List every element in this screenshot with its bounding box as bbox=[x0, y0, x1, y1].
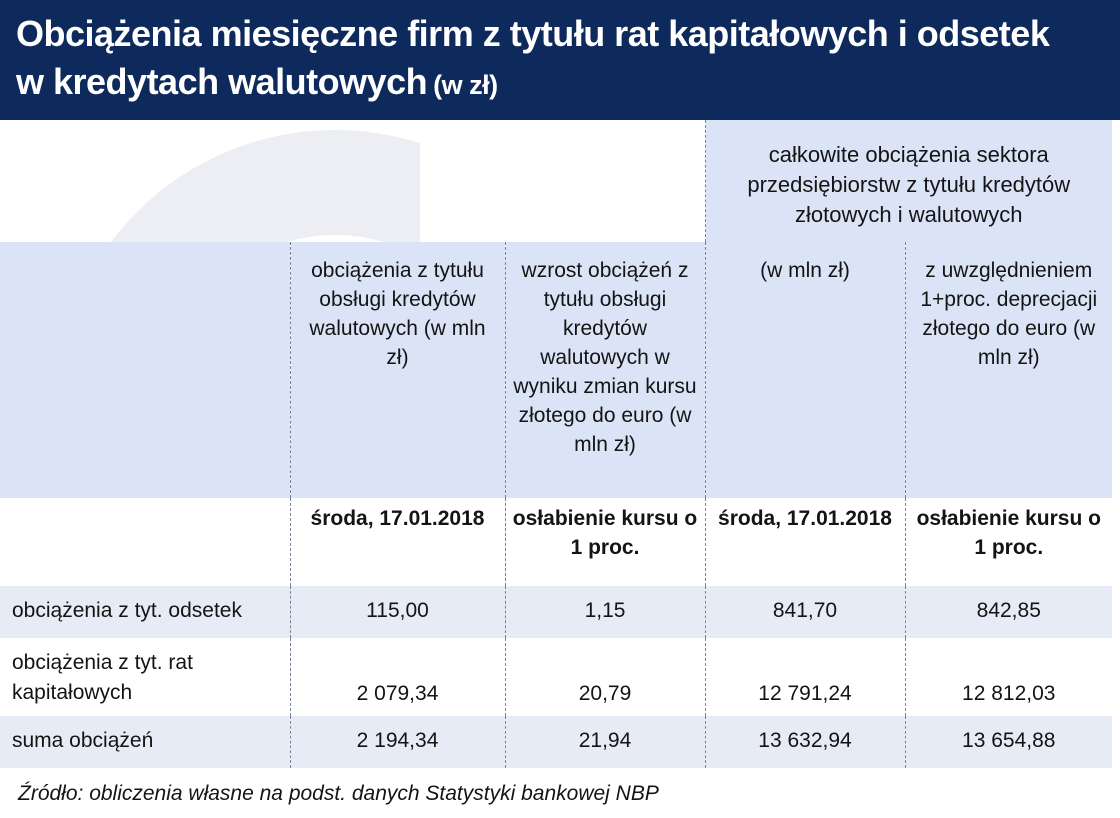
source-note: Źródło: obliczenia własne na podst. danych Statystyki bankowej NBP bbox=[18, 782, 659, 805]
table-cell: 13 632,94 bbox=[705, 716, 905, 768]
empty-cell bbox=[0, 242, 290, 498]
table-row bbox=[0, 638, 1112, 716]
empty-cell bbox=[0, 498, 290, 586]
scenario-header: osłabienie kursu o 1 proc. bbox=[905, 498, 1112, 586]
empty-cell bbox=[505, 120, 705, 242]
table-cell: 12 791,24 bbox=[705, 638, 905, 716]
column-header: obciążenia z tytułu obsługi kredytów walutowych (w mln zł) bbox=[290, 242, 505, 498]
data-table bbox=[0, 120, 1112, 768]
table-cell: 1,15 bbox=[505, 586, 705, 638]
title-line-2-text: w kredytach walutowych bbox=[16, 61, 428, 102]
empty-cell bbox=[0, 120, 290, 242]
group-header-row bbox=[0, 120, 1112, 242]
column-header: (w mln zł) bbox=[705, 242, 905, 498]
title-line-1: Obciążenia miesięczne firm z tytułu rat kapitałowych i odsetek bbox=[16, 13, 1050, 54]
table-cell: 12 812,03 bbox=[905, 638, 1112, 716]
scenario-header: środa, 17.01.2018 bbox=[290, 498, 505, 586]
data-table-wrap bbox=[0, 120, 1120, 768]
table-cell: 2 194,34 bbox=[290, 716, 505, 768]
table-cell: 2 079,34 bbox=[290, 638, 505, 716]
table-row bbox=[0, 716, 1112, 768]
group-header: całkowite obciążenia sektora przedsiębiorstw z tytułu kredytów złotowych i walutowych bbox=[705, 120, 1112, 242]
column-header: wzrost obciążeń z tytułu obsługi kredytów walutowych w wyniku zmian kursu złotego do euro (w mln zł) bbox=[505, 242, 705, 498]
table-row bbox=[0, 586, 1112, 638]
table-cell: 842,85 bbox=[905, 586, 1112, 638]
table-cell: 20,79 bbox=[505, 638, 705, 716]
scenario-header: środa, 17.01.2018 bbox=[705, 498, 905, 586]
title-line-2 bbox=[16, 58, 1104, 109]
row-label: suma obciążeń bbox=[0, 716, 290, 768]
table-cell: 21,94 bbox=[505, 716, 705, 768]
title-unit: (w zł) bbox=[433, 70, 498, 100]
scenario-header-row bbox=[0, 498, 1112, 586]
empty-cell bbox=[290, 120, 505, 242]
column-header-row bbox=[0, 242, 1112, 498]
table-cell: 841,70 bbox=[705, 586, 905, 638]
row-label: obciążenia z tyt. rat kapitałowych bbox=[0, 638, 290, 716]
table-cell: 13 654,88 bbox=[905, 716, 1112, 768]
scenario-header: osłabienie kursu o 1 proc. bbox=[505, 498, 705, 586]
row-label: obciążenia z tyt. odsetek bbox=[0, 586, 290, 638]
column-header: z uwzględnieniem 1+proc. deprecjacji złotego do euro (w mln zł) bbox=[905, 242, 1112, 498]
table-cell: 115,00 bbox=[290, 586, 505, 638]
title-bar bbox=[0, 0, 1120, 120]
